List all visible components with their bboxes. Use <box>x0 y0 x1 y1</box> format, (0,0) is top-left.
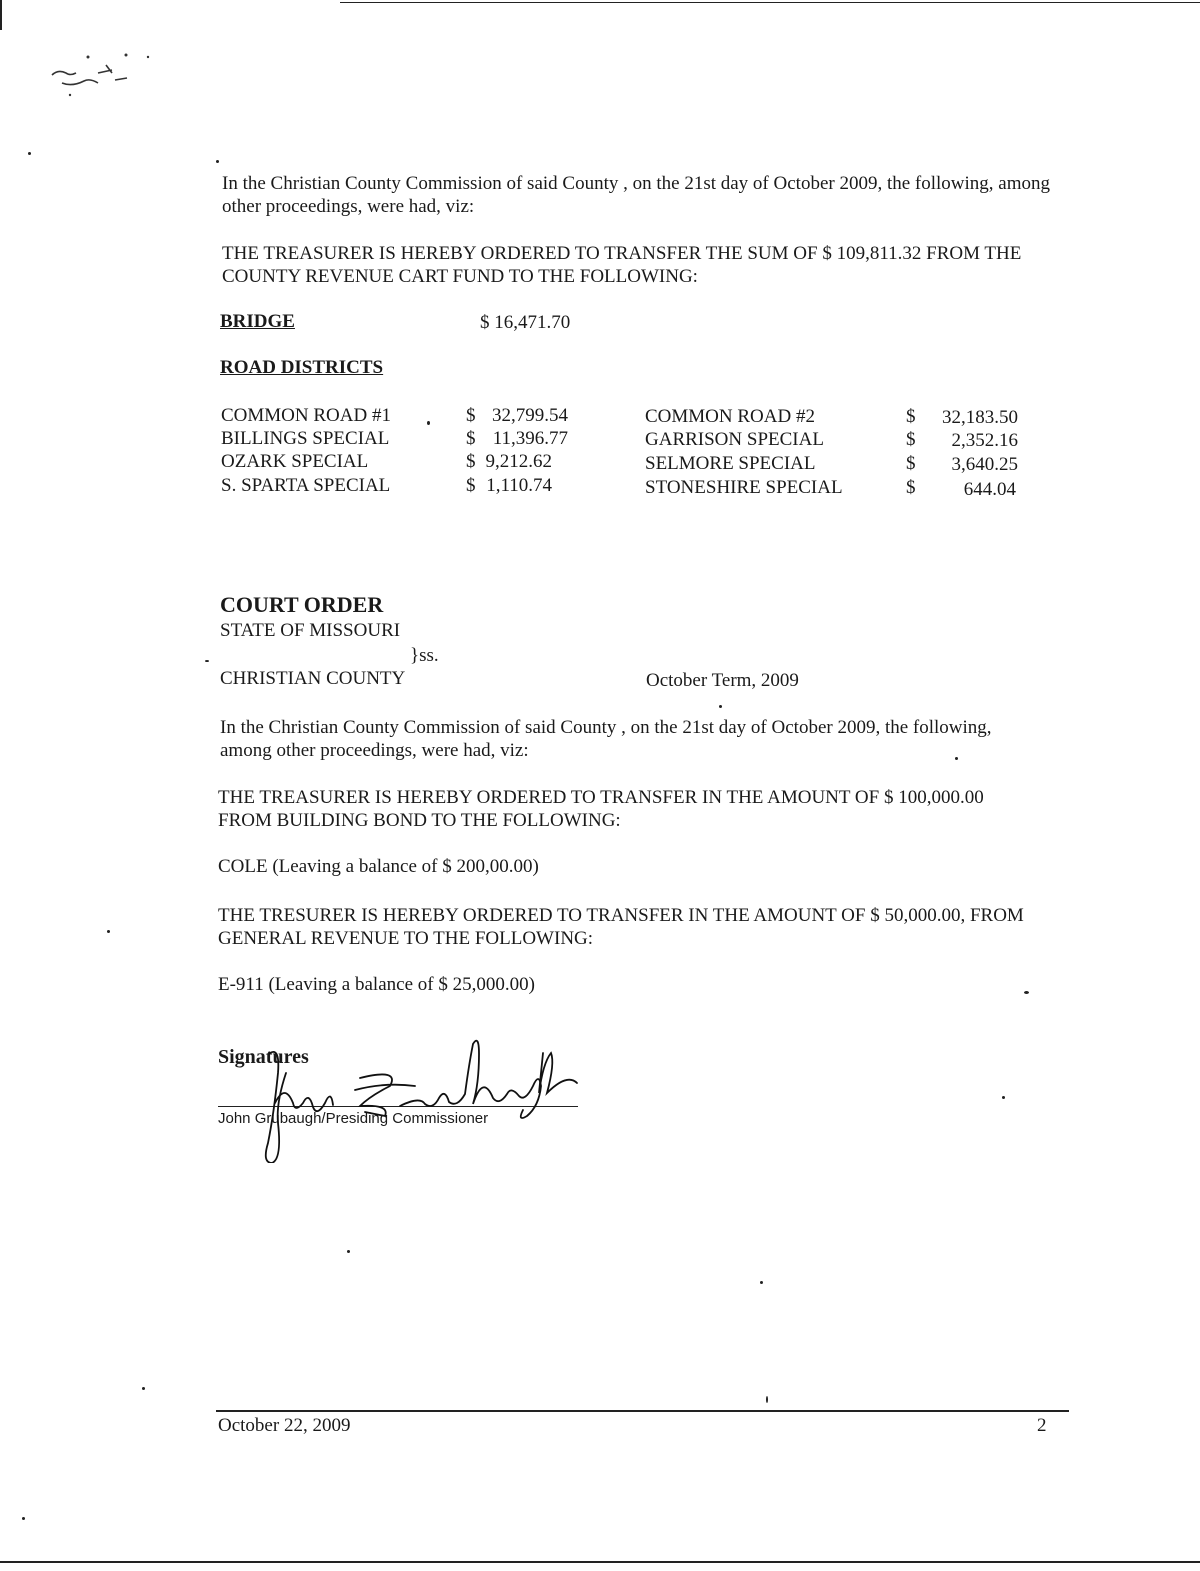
speck <box>427 421 430 425</box>
road-districts-label: ROAD DISTRICTS <box>220 357 384 378</box>
e911-balance-line: E-911 (Leaving a balance of $ 25,000.00) <box>218 974 535 995</box>
district-currency: $ <box>906 477 916 498</box>
district-currency: $ <box>466 405 476 426</box>
district-name: S. SPARTA SPECIAL <box>221 475 391 496</box>
district-amount: 644.04 <box>963 479 1016 500</box>
scan-left-edge <box>0 0 2 30</box>
speck <box>1024 991 1029 994</box>
district-amount: 11,396.77 <box>492 428 568 449</box>
district-currency: $ <box>906 406 916 427</box>
ss-bracket: }ss. <box>410 645 439 666</box>
speck <box>955 757 958 760</box>
signer-name-title: John Grubaugh/Presiding Commissioner <box>218 1110 489 1127</box>
district-currency: $ <box>906 453 916 474</box>
bridge-amount: $ 16,471.70 <box>480 312 571 333</box>
district-currency: $ <box>466 475 476 496</box>
intro-line: In the Christian County Commission of said County , on the 21st day of October 2009, the following, among <box>222 173 1051 194</box>
speck <box>766 1396 768 1403</box>
order-line: THE TREASURER IS HEREBY ORDERED TO TRANSFER THE SUM OF $ 109,811.32 FROM THE <box>222 243 1022 264</box>
intro-line: among other proceedings, were had, viz: <box>220 740 529 761</box>
district-name: STONESHIRE SPECIAL <box>645 477 843 498</box>
handwritten-signature <box>235 1028 600 1163</box>
court-order-heading: COURT ORDER <box>220 592 384 617</box>
district-name: SELMORE SPECIAL <box>645 453 816 474</box>
district-name: GARRISON SPECIAL <box>645 429 824 450</box>
order-line: COUNTY REVENUE CART FUND TO THE FOLLOWING: <box>222 266 698 287</box>
district-amount: 32,799.54 <box>492 405 568 426</box>
order-line: THE TRESURER IS HEREBY ORDERED TO TRANSFER IN THE AMOUNT OF $ 50,000.00, FROM <box>218 905 1024 926</box>
page-number: 2 <box>1037 1415 1047 1436</box>
speck <box>205 660 209 662</box>
district-currency: $ <box>906 429 916 450</box>
intro-line: In the Christian County Commission of said County , on the 21st day of October 2009, the following, <box>220 717 992 738</box>
district-name: COMMON ROAD #1 <box>221 405 391 426</box>
district-currency: $ <box>466 451 476 472</box>
speck <box>760 1281 763 1284</box>
district-amount: 3,640.25 <box>951 454 1018 475</box>
term-line: October Term, 2009 <box>646 670 799 691</box>
district-name: OZARK SPECIAL <box>221 451 369 472</box>
district-amount: 9,212.62 <box>485 451 552 472</box>
district-amount: 2,352.16 <box>951 430 1018 451</box>
district-name: COMMON ROAD #2 <box>645 406 815 427</box>
district-amount: 1,110.74 <box>486 475 552 496</box>
scan-header-rule <box>340 2 1200 3</box>
order-line: GENERAL REVENUE TO THE FOLLOWING: <box>218 928 594 949</box>
signatures-label: Signatures <box>218 1046 309 1068</box>
district-amount: 32,183.50 <box>942 407 1018 428</box>
state-line: STATE OF MISSOURI <box>220 620 401 641</box>
speck <box>719 705 722 708</box>
speck <box>216 160 219 163</box>
district-currency: $ <box>466 428 476 449</box>
speck <box>22 1517 25 1520</box>
cole-balance-line: COLE (Leaving a balance of $ 200,00.00) <box>218 856 539 877</box>
intro-line: other proceedings, were had, viz: <box>222 196 475 217</box>
speck <box>1002 1096 1005 1099</box>
bridge-label: BRIDGE <box>220 311 295 332</box>
footer-rule <box>216 1410 1069 1412</box>
scan-smudge-graphic <box>40 45 160 100</box>
speck <box>142 1387 145 1390</box>
order-line: FROM BUILDING BOND TO THE FOLLOWING: <box>218 810 621 831</box>
speck <box>28 152 31 155</box>
scan-bottom-rule <box>0 1561 1200 1563</box>
district-name: BILLINGS SPECIAL <box>221 428 390 449</box>
footer-date: October 22, 2009 <box>218 1415 351 1436</box>
county-line: CHRISTIAN COUNTY <box>220 668 406 689</box>
speck <box>347 1250 350 1253</box>
order-line: THE TREASURER IS HEREBY ORDERED TO TRANSFER IN THE AMOUNT OF $ 100,000.00 <box>218 787 984 808</box>
speck <box>107 930 110 933</box>
